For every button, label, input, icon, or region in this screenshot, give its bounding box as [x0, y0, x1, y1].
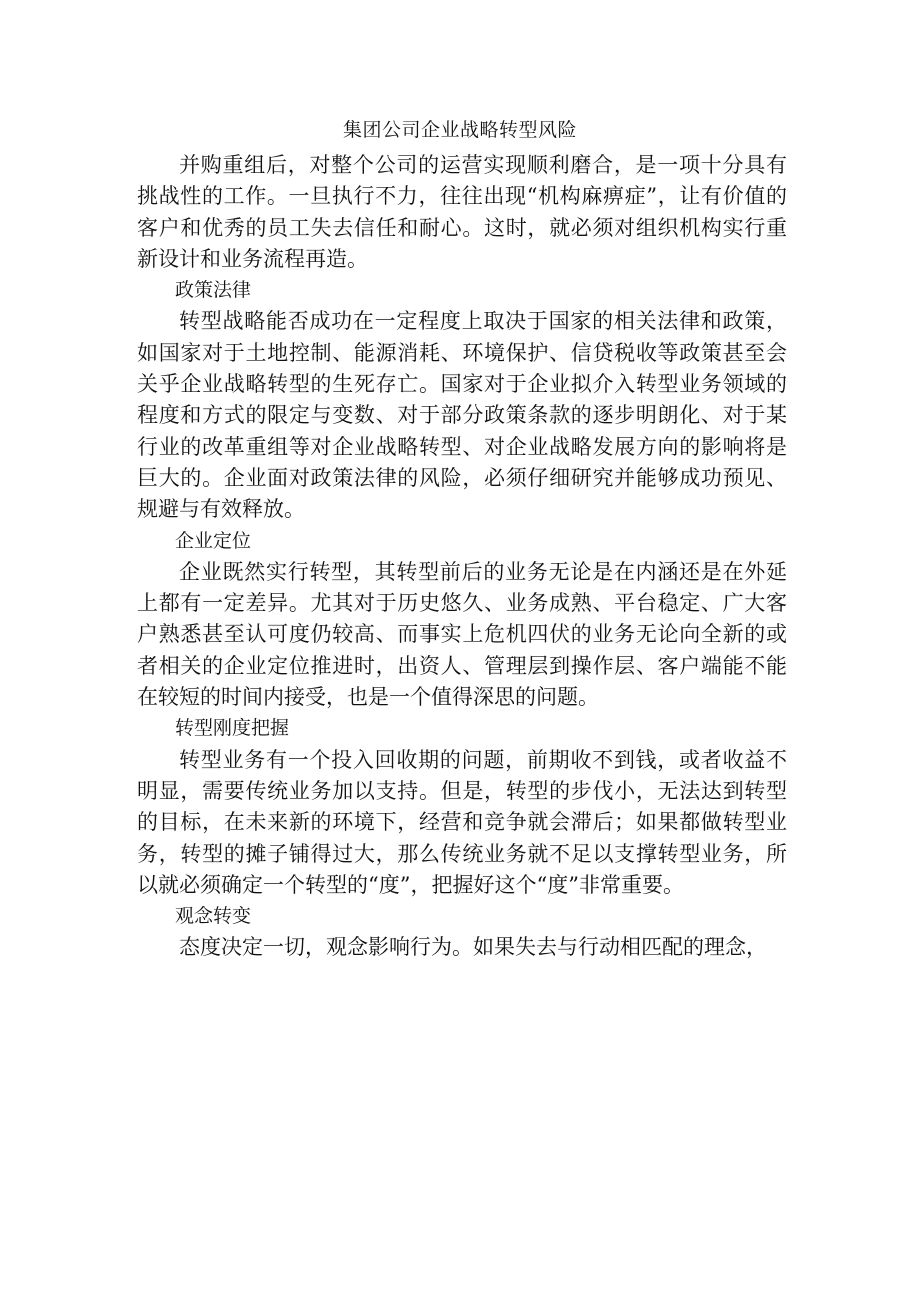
section-heading-mindset-change: 观念转变 [175, 905, 252, 928]
document-body [137, 150, 787, 964]
section-paragraph-mindset-change: 态度决定一切，观念影响行为。如果失去与行动相匹配的理念， [179, 935, 767, 960]
section-heading-enterprise-positioning: 企业定位 [175, 529, 252, 552]
section-heading-policy-law: 政策法律 [175, 279, 252, 302]
document-title: 集团公司企业战略转型风险 [342, 119, 577, 141]
intro-paragraph: 并购重组后，对整个公司的运营实现顺利磨合，是一项十分具有挑战性的工作。一旦执行不力，往往出现“机构麻痹症”，让有价值的客户和优秀的员工失去信任和耐心。这时，就必须对组织机构实行重新设计和业务流程再造。 [137, 153, 787, 271]
section-paragraph-enterprise-positioning: 企业既然实行转型，其转型前后的业务无论是在内涵还是在外延上都有一定差异。尤其对于历史悠久、业务成熟、平台稳定、广大客户熟悉甚至认可度仍较高、而事实上危机四伏的业务无论向全新的或者相关的企业定位推进时，出资人、管理层到操作层、客户端能不能在较短的时间内接受，也是一个值得深思的问题。 [137, 559, 787, 710]
section-paragraph-policy-law: 转型战略能否成功在一定程度上取决于国家的相关法律和政策，如国家对于土地控制、能源消耗、环境保护、信贷税收等政策甚至会关乎企业战略转型的生死存亡。国家对于企业拟介入转型业务领域的程度和方式的限定与变数、对于部分政策条款的逐步明朗化、对于某行业的改革重组等对企业战略转型、对企业战略发展方向的影响将是巨大的。企业面对政策法律的风险，必须仔细研究并能够成功预见、规避与有效释放。 [137, 309, 787, 522]
section-paragraph-transformation-degree: 转型业务有一个投入回收期的问题，前期收不到钱，或者收益不明显，需要传统业务加以支持。但是，转型的步伐小，无法达到转型的目标，在未来新的环境下，经营和竞争就会滞后；如果都做转型业务，转型的摊子铺得过大，那么传统业务就不足以支撑转型业务，所以就必须确定一个转型的“度”，把握好这个“度”非常重要。 [137, 747, 787, 897]
section-heading-transformation-degree: 转型刚度把握 [175, 717, 290, 740]
